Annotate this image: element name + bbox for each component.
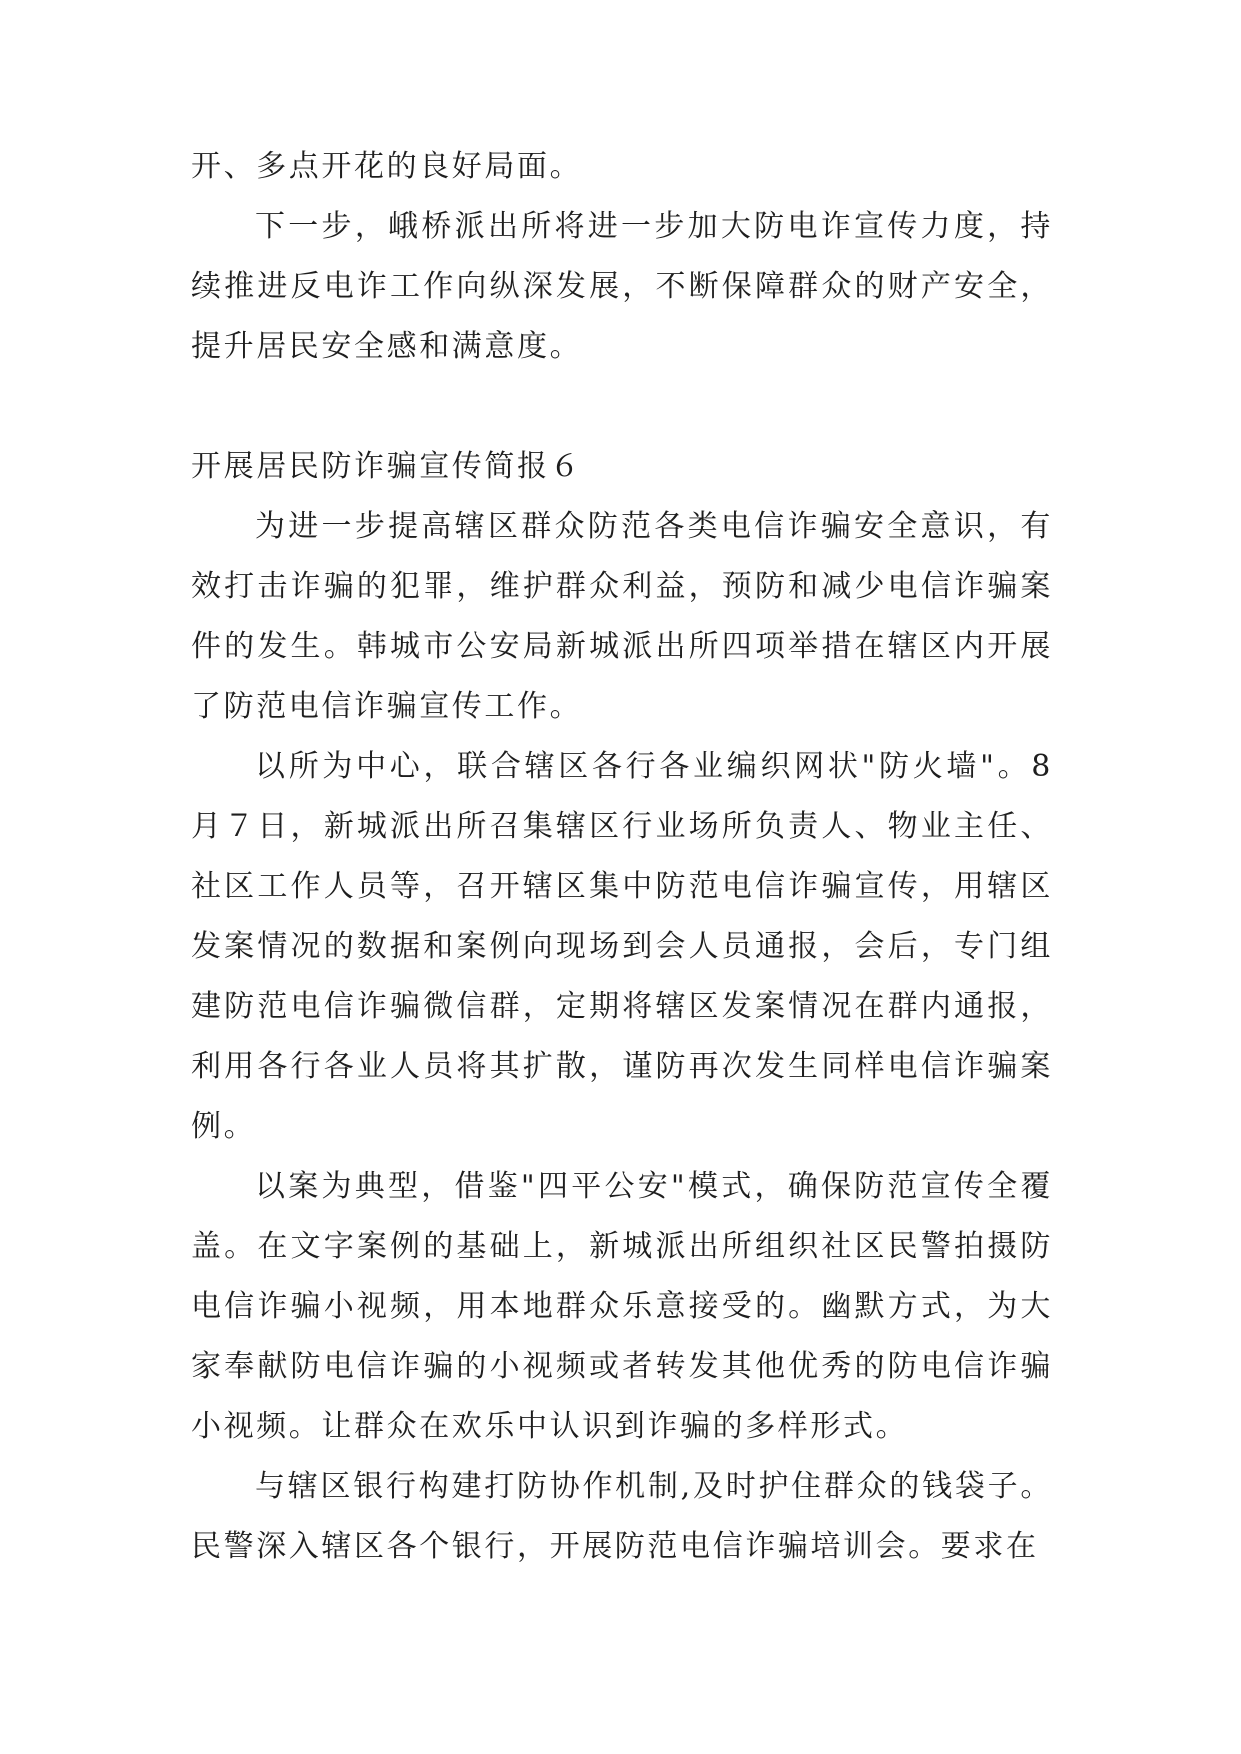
paragraph-next-step: 下一步，峨桥派出所将进一步加大防电诈宣传力度，持续推进反电诈工作向纵深发展，不断保障群众的财产安全，提升居民安全感和满意度。 (191, 209, 1053, 364)
section-title: 开展居民防诈骗宣传简报６ (191, 449, 583, 484)
paragraph-continued: 开、多点开花的良好局面。 (191, 149, 583, 184)
paragraph-firewall: 以所为中心，联合辖区各行各业编织网状"防火墙"。8月７日，新城派出所召集辖区行业场所负责人、物业主任、社区工作人员等，召开辖区集中防范电信诈骗宣传，用辖区发案情况的数据和案例向现场到会人员通报，会后，专门组建防范电信诈骗微信群，定期将辖区发案情况在群内通报，利用各行各业人员将其扩散，谨防再次发生同样电信诈骗案例。 (191, 749, 1053, 1144)
paragraph-intro: 为进一步提高辖区群众防范各类电信诈骗安全意识，有效打击诈骗的犯罪，维护群众利益，预防和减少电信诈骗案件的发生。韩城市公安局新城派出所四项举措在辖区内开展了防范电信诈骗宣传工作。 (191, 509, 1053, 724)
section-spacer (191, 377, 1053, 437)
paragraph-cases: 以案为典型，借鉴"四平公安"模式，确保防范宣传全覆盖。在文字案例的基础上，新城派出所组织社区民警拍摄防电信诈骗小视频，用本地群众乐意接受的。幽默方式，为大家奉献防电信诈骗的小视频或者转发其他优秀的防电信诈骗小视频。让群众在欢乐中认识到诈骗的多样形式。 (191, 1169, 1053, 1444)
document-body (191, 137, 1053, 1577)
paragraph-banks: 与辖区银行构建打防协作机制,及时护住群众的钱袋子。民警深入辖区各个银行，开展防范电信诈骗培训会。要求在 (191, 1469, 1053, 1564)
